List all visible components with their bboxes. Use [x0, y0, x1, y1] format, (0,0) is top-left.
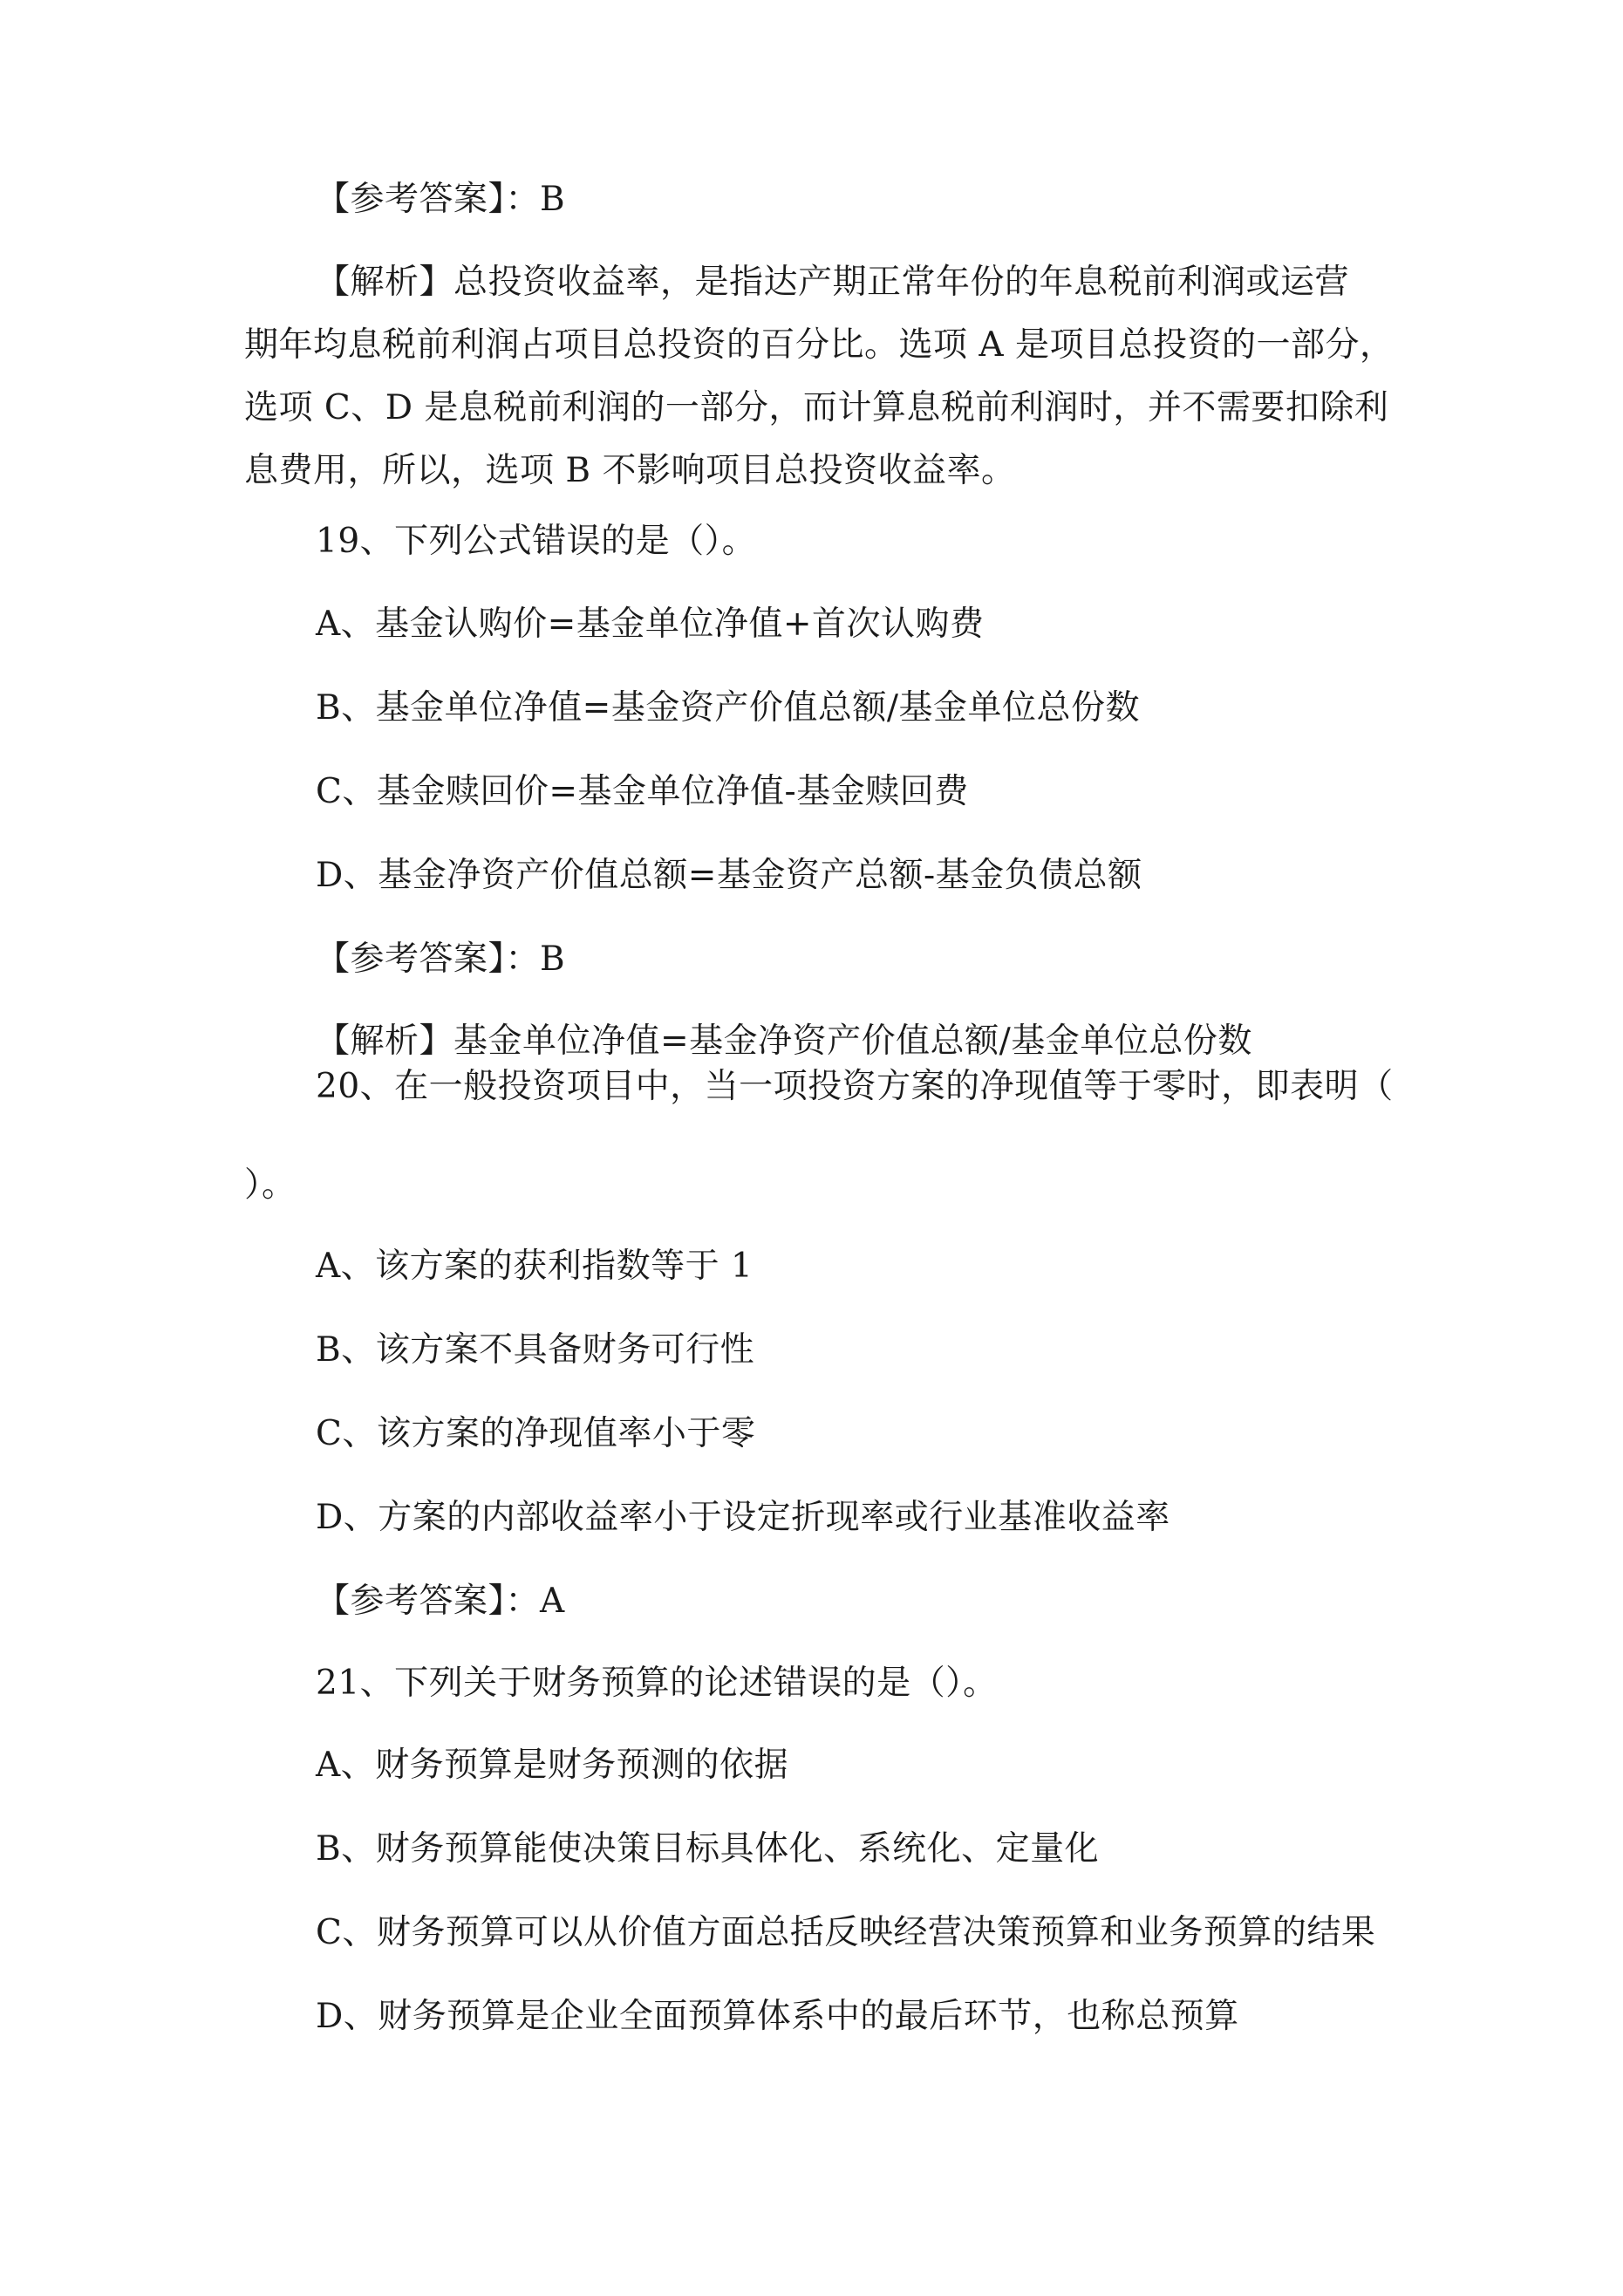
question-21-option-b: B、财务预算能使决策目标具体化、系统化、定量化	[316, 1829, 1100, 1869]
explanation-18-line-1: 【解析】总投资收益率，是指达产期正常年份的年息税前利润或运营	[316, 263, 1350, 302]
question-21-option-a: A、财务预算是财务预测的依据	[316, 1746, 789, 1785]
explanation-18-line-3: 选项 C、D 是息税前利润的一部分，而计算息税前利润时，并不需要扣除利	[244, 388, 1389, 427]
question-19-option-b: B、基金单位净值=基金资产价值总额/基金单位总份数	[316, 688, 1140, 728]
explanation-18-line-2: 期年均息税前利润占项目总投资的百分比。选项 A 是项目总投资的一部分，	[244, 325, 1395, 365]
question-19-option-c: C、基金赎回价=基金单位净值-基金赎回费	[316, 772, 969, 811]
question-19: 19、下列公式错误的是（）。	[316, 522, 757, 561]
answer-18: 【参考答案】：B	[316, 180, 566, 219]
question-20-line-2: ）。	[244, 1165, 297, 1205]
explanation-18-line-4: 息费用，所以，选项 B 不影响项目总投资收益率。	[244, 451, 1016, 490]
question-21-option-c: C、财务预算可以从价值方面总括反映经营决策预算和业务预算的结果	[316, 1913, 1376, 1952]
answer-19: 【参考答案】：B	[316, 940, 566, 979]
question-19-option-a: A、基金认购价=基金单位净值+首次认购费	[316, 605, 985, 644]
question-20-option-a: A、该方案的获利指数等于 1	[316, 1247, 754, 1286]
question-21: 21、下列关于财务预算的论述错误的是（）。	[316, 1664, 998, 1703]
question-20-option-b: B、该方案不具备财务可行性	[316, 1330, 755, 1370]
question-20-option-c: C、该方案的净现值率小于零	[316, 1414, 756, 1453]
question-19-option-d: D、基金净资产价值总额=基金资产总额-基金负债总额	[316, 856, 1142, 895]
question-20-line-1: 20、在一般投资项目中，当一项投资方案的净现值等于零时，即表明（	[316, 1067, 1394, 1106]
question-21-option-d: D、财务预算是企业全面预算体系中的最后环节，也称总预算	[316, 1997, 1239, 2036]
explanation-19: 【解析】基金单位净值=基金净资产价值总额/基金单位总份数	[316, 1022, 1252, 1061]
question-20-option-d: D、方案的内部收益率小于设定折现率或行业基准收益率	[316, 1498, 1170, 1537]
answer-20: 【参考答案】：A	[316, 1582, 565, 1621]
